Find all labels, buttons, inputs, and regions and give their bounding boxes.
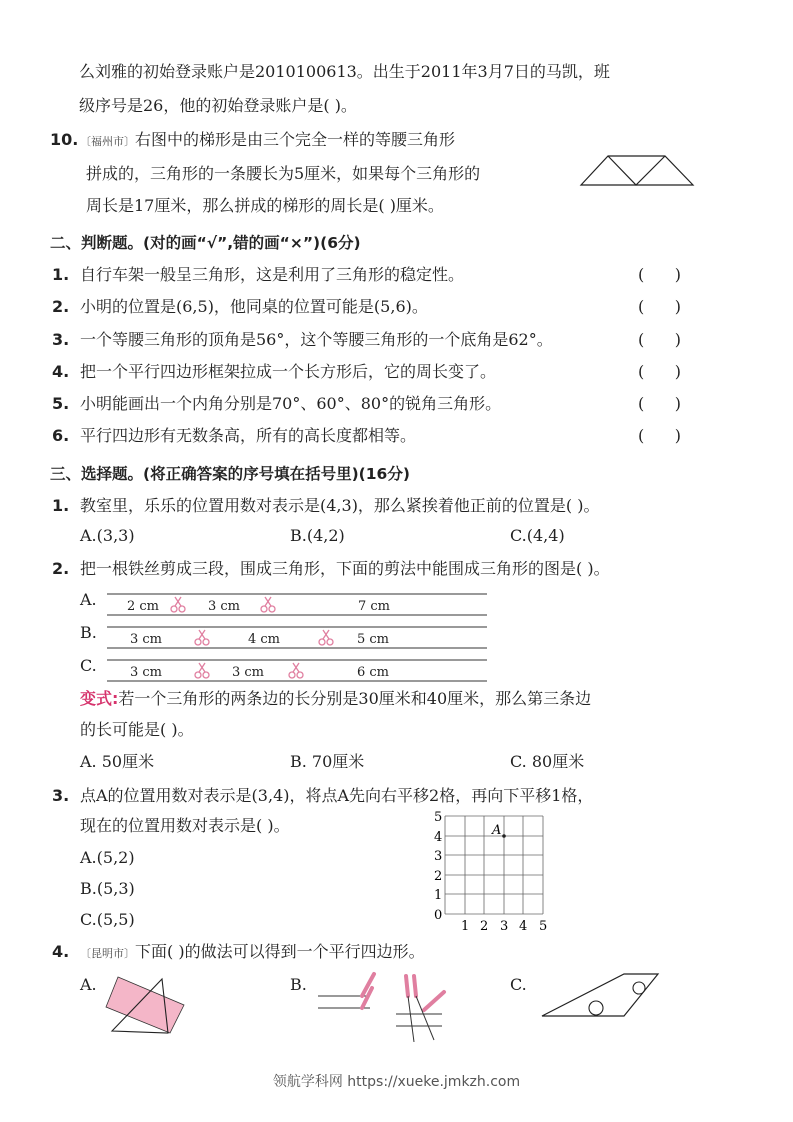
s2-item5-answer[interactable]: ( )	[638, 394, 681, 413]
section2-title: 二、判断题。(对的画“√”,错的画“×”)(6分)	[50, 234, 361, 252]
y-tick-3: 3	[434, 849, 443, 864]
s3-q4-option-b[interactable]: B.	[290, 975, 307, 994]
s2-item6-answer[interactable]: ( )	[638, 426, 681, 445]
s3-q3-line2: 现在的位置用数对表示是( )。	[80, 816, 290, 835]
s2-item2-text: 小明的位置是(6,5)，他同桌的位置可能是(5,6)。	[80, 297, 428, 316]
x-tick-4: 4	[519, 919, 528, 934]
s2-item6-text: 平行四边形有无数条高，所有的高长度都相等。	[80, 426, 417, 445]
scissors-icon	[195, 630, 209, 645]
scissors-icon	[171, 597, 185, 612]
s2-item4-text: 把一个平行四边形框架拉成一个长方形后，它的周长变了。	[80, 362, 497, 381]
q10-line1	[80, 130, 455, 152]
s3-q4-line	[80, 942, 425, 964]
wire-a-seg3: 7 cm	[358, 599, 391, 614]
wire-b-label[interactable]: B.	[80, 623, 97, 642]
scissors-icon	[195, 663, 209, 678]
s3-q3-number: 3.	[52, 786, 70, 805]
wire-c-seg2: 3 cm	[232, 665, 265, 680]
s2-item4-number: 4.	[52, 362, 70, 381]
wire-c-diagram	[105, 659, 490, 687]
s2-item4-answer[interactable]: ( )	[638, 362, 681, 381]
s2-item2-answer[interactable]: ( )	[638, 297, 681, 316]
q9-line2: 级序号是26，他的初始登录账户是( )。	[79, 96, 357, 115]
variant-line2: 的长可能是( )。	[80, 720, 194, 739]
scissors-icon	[319, 630, 333, 645]
s2-item6-number: 6.	[52, 426, 70, 445]
q4-source-tag: 〔昆明市〕	[80, 947, 135, 960]
point-a	[502, 834, 506, 838]
scissors-icon	[261, 597, 275, 612]
s2-item1-text: 自行车架一般呈三角形，这是利用了三角形的稳定性。	[80, 265, 465, 284]
s3-q3-line1: 点A的位置用数对表示是(3,4)，将点A先向右平移2格，再向下平移1格，	[80, 786, 594, 805]
wire-b-seg2: 4 cm	[248, 632, 281, 647]
s3-q1-option-c[interactable]: C.(4,4)	[510, 526, 565, 545]
s2-item5-text: 小明能画出一个内角分别是70°、60°、80°的锐角三角形。	[80, 394, 502, 413]
s3-q1-option-b[interactable]: B.(4,2)	[290, 526, 345, 545]
q4-text: 下面( )的做法可以得到一个平行四边形。	[135, 942, 425, 961]
wire-a-seg2: 3 cm	[208, 599, 241, 614]
s2-item3-text: 一个等腰三角形的顶角是56°，这个等腰三角形的一个底角是62°。	[80, 330, 553, 349]
y-tick-4: 4	[434, 830, 443, 845]
s3-q1-option-a[interactable]: A.(3,3)	[80, 526, 135, 545]
s2-item5-number: 5.	[52, 394, 70, 413]
x-tick-2: 2	[480, 919, 489, 934]
wire-a-label[interactable]: A.	[80, 590, 97, 609]
wire-a-diagram	[105, 593, 490, 621]
trapezoid-figure	[578, 152, 696, 188]
s3-q3-option-a[interactable]: A.(5,2)	[80, 848, 135, 867]
option-a-figure	[104, 975, 186, 1037]
q10-source-tag: 〔福州市〕	[80, 135, 135, 148]
s2-item3-answer[interactable]: ( )	[638, 330, 681, 349]
s3-q3-option-c[interactable]: C.(5,5)	[80, 910, 135, 929]
y-tick-1: 1	[434, 888, 443, 903]
q10-number: 10.	[50, 130, 79, 149]
option-c-figure	[540, 970, 660, 1020]
wire-c-seg3: 6 cm	[357, 665, 390, 680]
s2-item1-number: 1.	[52, 265, 70, 284]
wire-b-seg3: 5 cm	[357, 632, 390, 647]
scissors-icon	[289, 663, 303, 678]
s3-q4-option-c[interactable]: C.	[510, 975, 527, 994]
point-a-label: A	[492, 823, 502, 838]
coordinate-grid	[426, 810, 556, 934]
option-b-figure	[314, 970, 454, 1042]
origin-tick: 0	[434, 908, 443, 923]
variant-line1	[80, 689, 591, 709]
s3-q4-option-a[interactable]: A.	[80, 975, 97, 994]
s2-item2-number: 2.	[52, 297, 70, 316]
q10-line2: 拼成的，三角形的一条腰长为5厘米，如果每个三角形的	[86, 164, 481, 183]
wire-c-seg1: 3 cm	[130, 665, 163, 680]
y-tick-2: 2	[434, 869, 443, 884]
variant-text: 若一个三角形的两条边的长分别是30厘米和40厘米，那么第三条边	[118, 689, 592, 708]
s3-q2-option-b[interactable]: B. 70厘米	[290, 752, 365, 771]
x-tick-5: 5	[539, 919, 548, 934]
wire-c-label[interactable]: C.	[80, 656, 97, 675]
q10-line3: 周长是17厘米，那么拼成的梯形的周长是( )厘米。	[86, 196, 444, 215]
q9-line1: 么刘雅的初始登录账户是2010100613。出生于2011年3月7日的马凯，班	[79, 62, 610, 81]
wire-b-seg1: 3 cm	[130, 632, 163, 647]
s3-q2-number: 2.	[52, 559, 70, 578]
s3-q2-text: 把一根铁丝剪成三段，围成三角形，下面的剪法中能围成三角形的图是( )。	[80, 559, 610, 578]
s3-q1-text: 教室里，乐乐的位置用数对表示是(4,3)，那么紧挨着他正前的位置是( )。	[80, 496, 600, 515]
wire-a-seg1: 2 cm	[127, 599, 160, 614]
x-tick-3: 3	[500, 919, 509, 934]
s3-q4-number: 4.	[52, 942, 70, 961]
section3-title: 三、选择题。(将正确答案的序号填在括号里)(16分)	[50, 465, 410, 483]
page-footer: 领航学科网 https://xueke.jmkzh.com	[272, 1074, 521, 1090]
x-tick-1: 1	[461, 919, 470, 934]
s3-q1-number: 1.	[52, 496, 70, 515]
s2-item3-number: 3.	[52, 330, 70, 349]
q10-text: 右图中的梯形是由三个完全一样的等腰三角形	[135, 130, 456, 149]
s3-q2-option-c[interactable]: C. 80厘米	[510, 752, 585, 771]
y-tick-5: 5	[434, 810, 443, 825]
wire-b-diagram	[105, 626, 490, 654]
s3-q2-option-a[interactable]: A. 50厘米	[80, 752, 155, 771]
s2-item1-answer[interactable]: ( )	[638, 265, 681, 284]
s3-q3-option-b[interactable]: B.(5,3)	[80, 879, 135, 898]
variant-label: 变式:	[80, 689, 119, 708]
